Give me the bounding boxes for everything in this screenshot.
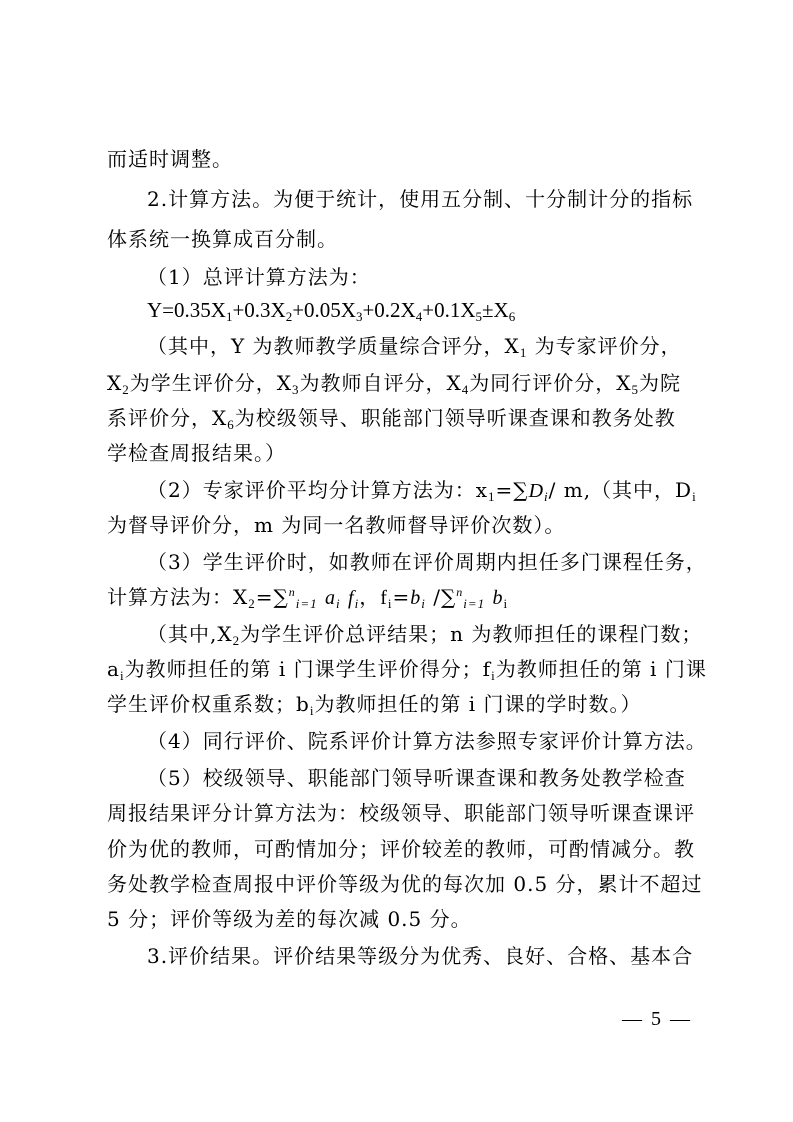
text-line: 务处教学检查周报中评价等级为优的每次加 0.5 分，累计不超过 (107, 872, 703, 896)
text-line: （4）同行评价、院系评价计算方法参照专家评价计算方法。 (147, 729, 707, 753)
text-line: $X_2$为学生评价分，$X_3$为教师自评分，$X_4$为同行评价分，$X_5$为院 (107, 371, 681, 397)
text-line: 价为优的教师，可酌情加分；评价较差的教师，可酌情减分。教 (107, 837, 695, 861)
text-line: 学生评价权重系数；$b_i$为教师担任的第 i 门课的学时数。） (107, 692, 642, 718)
total-score-formula: $Y=0.35X_1+0.3X_2+0.05X_3+0.2X_4+0.1X_5\pm X_6$ (147, 298, 516, 324)
text-line: 5 分；评价等级为差的每次减 0.5 分。 (107, 907, 472, 931)
text-line: 周报结果评分计算方法为：校级领导、职能部门领导听课查课评 (107, 801, 695, 825)
text-line: （5）校级领导、职能部门领导听课查课和教务处教学检查 (147, 766, 686, 790)
text-line: 3.评价结果。评价结果等级分为优秀、良好、合格、基本合 (147, 944, 694, 968)
text-line: （其中$,X_2$为学生评价总评结果；n 为教师担任的课程门数； (147, 622, 703, 648)
text-line: （2）专家评价平均分计算方法为：$x_1=\sum D_i/$ m,（其中，$D_i$ (147, 478, 697, 504)
text-line: 学检查周报结果。） (107, 441, 286, 465)
text-line: （3）学生评价时，如教师在评价周期内担任多门课程任务， (147, 550, 707, 574)
page-number: — 5 — (622, 1008, 692, 1030)
text-line: 2.计算方法。为便于统计，使用五分制、十分制计分的指标 (147, 187, 694, 211)
text-line: （其中，Y 为教师教学质量综合评分，$X_1$ 为专家评价分， (147, 334, 682, 360)
text-line: 为督导评价分，m 为同一名教师督导评价次数）。 (107, 513, 566, 537)
text-line: 体系统一换算成百分制。 (107, 227, 338, 251)
text-line: $a_i$为教师担任的第 i 门课学生评价得分；$f_i$为教师担任的第 i 门课 (107, 657, 707, 683)
text-line: 而适时调整。 (107, 147, 233, 171)
text-line: （1）总评计算方法为： (147, 265, 371, 289)
text-line: 系评价分，$X_6$为校级领导、职能部门领导听课查课和教务处教 (107, 406, 676, 432)
student-score-formula: 计算方法为：$X_2=\sum^n_{i=1}$ $a_i$ $f_i$，$f_i=b_i$ /∑$^n_{i=1}$ $b_i$ (107, 585, 509, 611)
